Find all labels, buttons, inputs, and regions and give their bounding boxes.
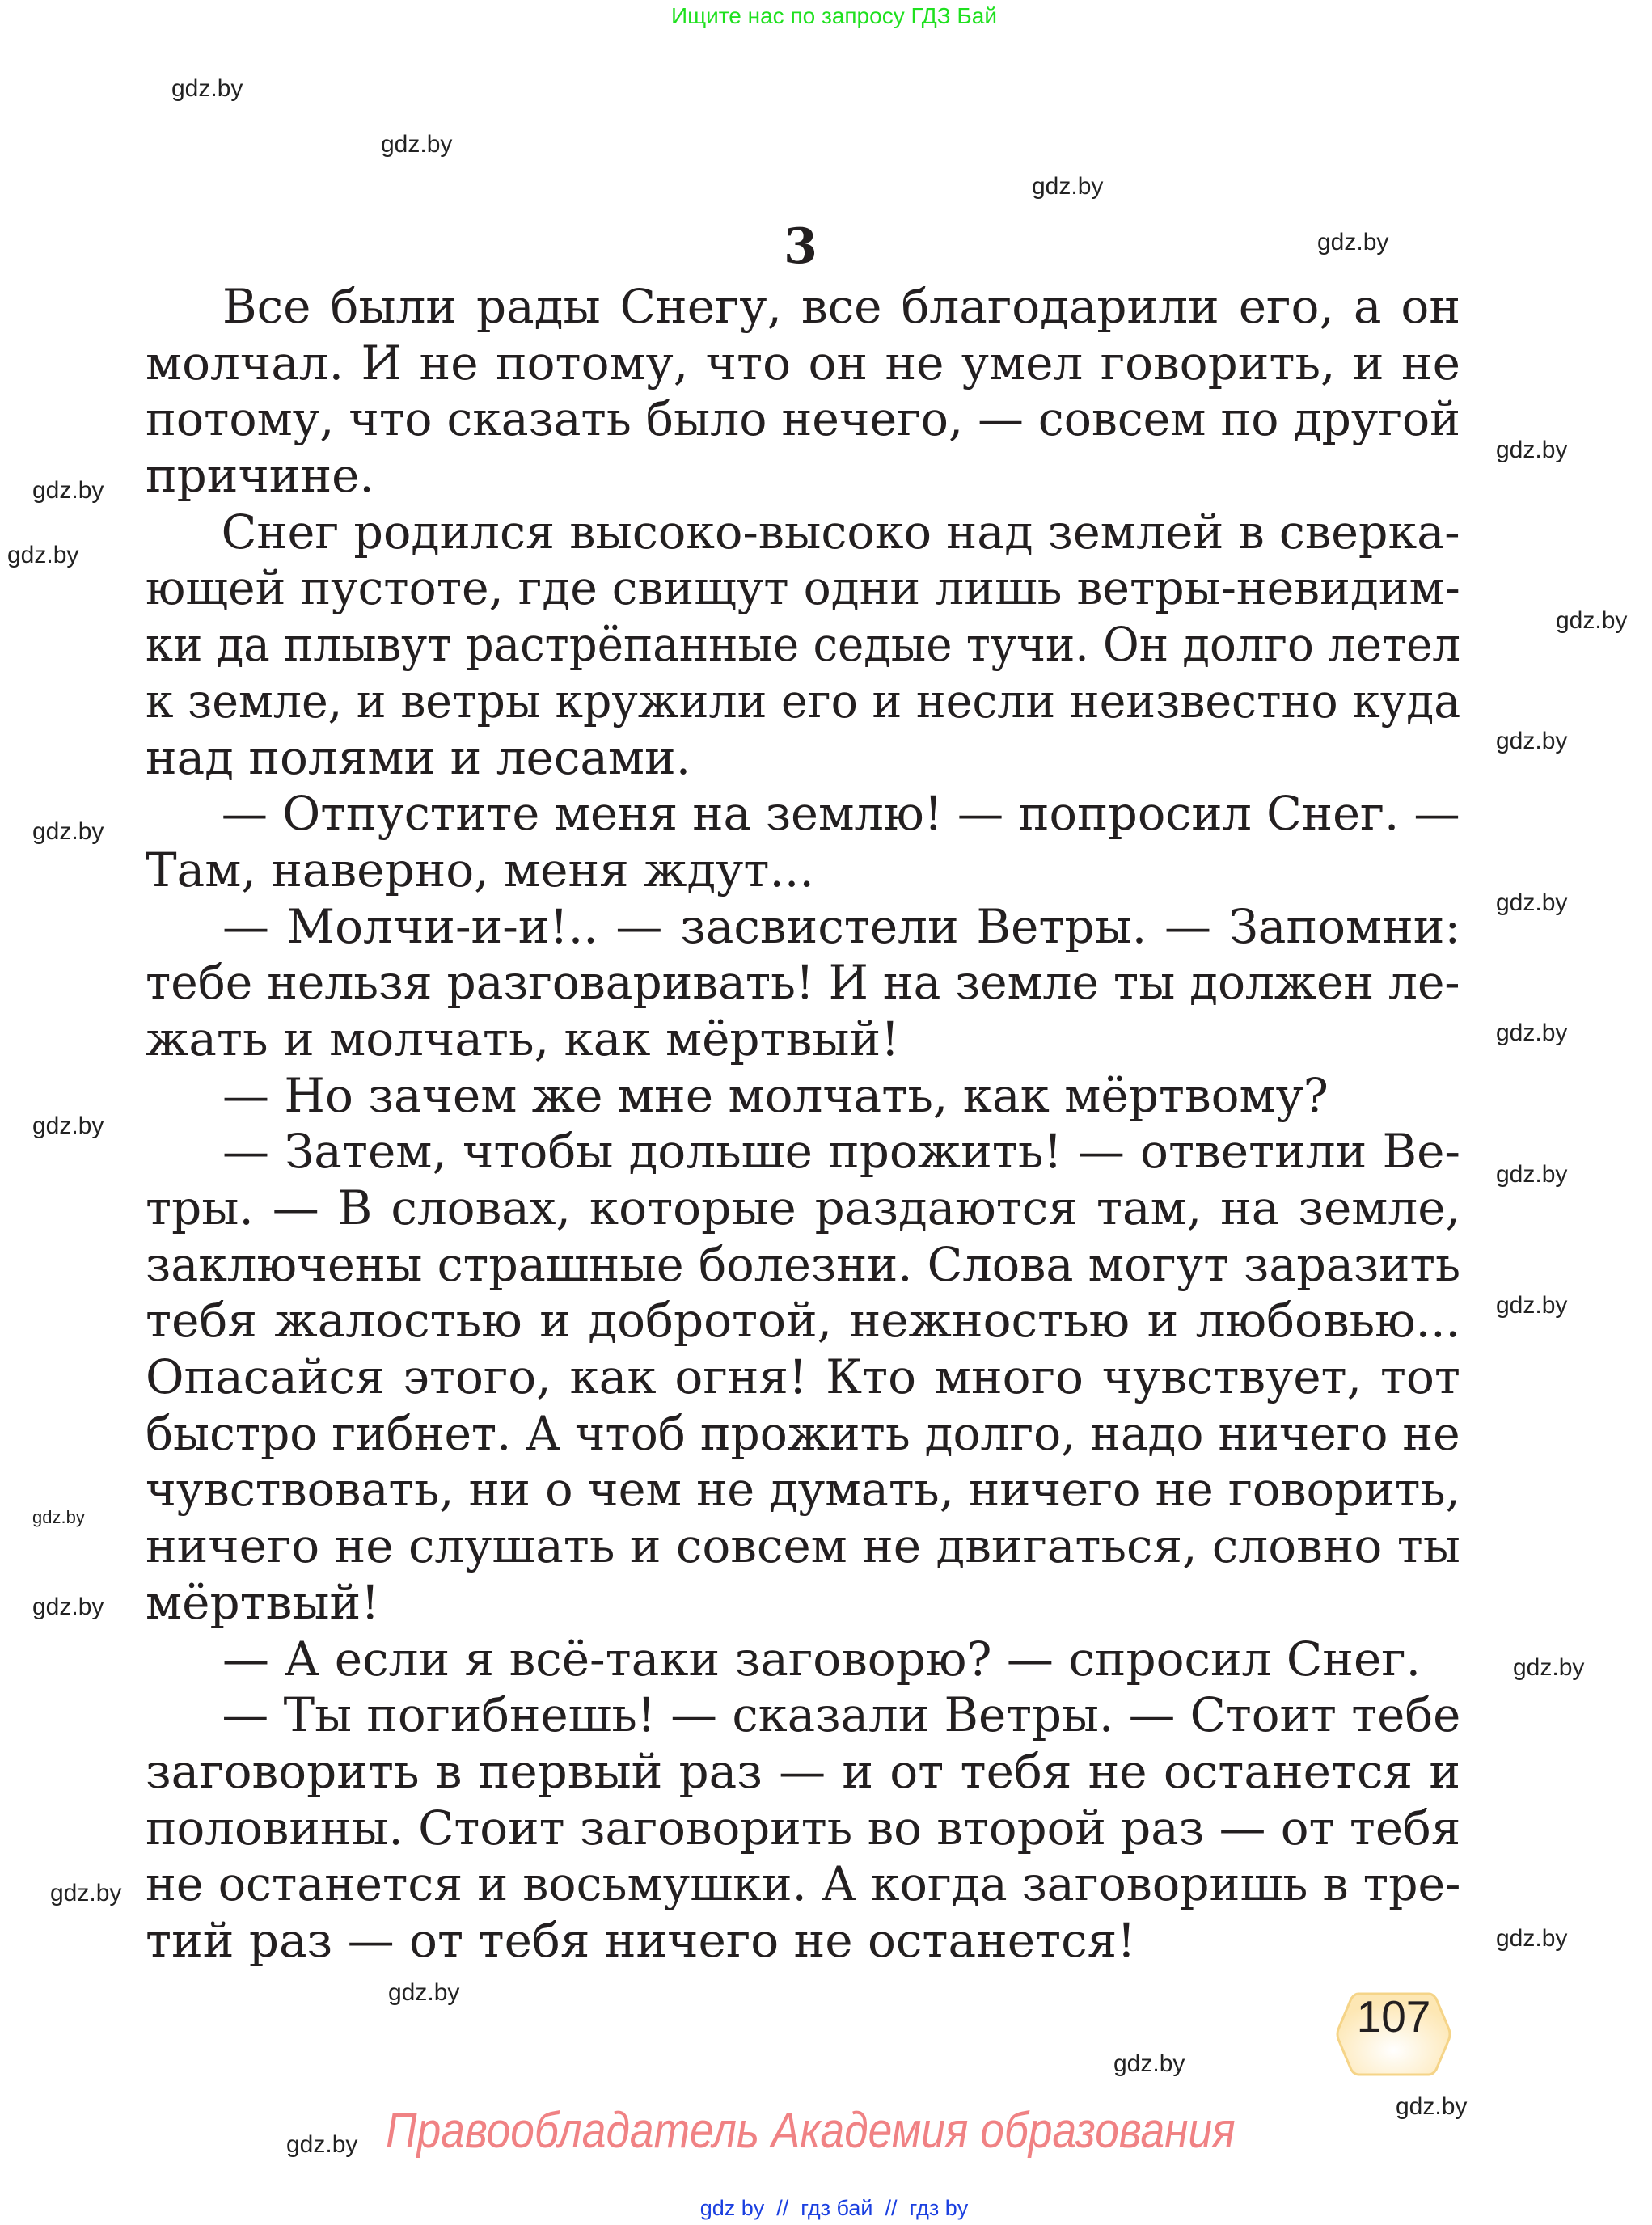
text-line: причине. bbox=[146, 448, 374, 504]
chapter-number: 3 bbox=[784, 218, 818, 275]
text-line: молчал. И не потому, что он не умел говорить, и не bbox=[146, 335, 1460, 391]
text-line: — Затем, чтобы дольше прожить! — ответили Ве- bbox=[222, 1124, 1460, 1180]
text-line: тебя жалостью и добротой, нежностью и любовью... bbox=[146, 1293, 1460, 1349]
watermark: gdz.by bbox=[32, 1507, 85, 1527]
page-number-badge bbox=[1336, 1991, 1451, 2078]
text-line: — Но зачем же мне молчать, как мёртвому? bbox=[222, 1067, 1329, 1123]
text-line: Все были рады Снегу, все благодарили его, а он bbox=[222, 279, 1460, 334]
text-line: над полями и лесами. bbox=[146, 729, 691, 785]
watermark: gdz.by bbox=[1496, 889, 1568, 916]
watermark: gdz.by bbox=[1496, 1292, 1568, 1319]
text-line: тий раз — от тебя ничего не останется! bbox=[146, 1912, 1136, 1968]
watermark: gdz.by bbox=[1317, 229, 1389, 255]
footer-links[interactable]: gdz by // гдз бай // гдз by bbox=[699, 2196, 969, 2220]
watermark: gdz.by bbox=[1496, 728, 1568, 754]
watermark: gdz.by bbox=[1496, 1020, 1568, 1046]
text-line: ничего не слушать и совсем не двигаться, словно ты bbox=[146, 1518, 1460, 1574]
watermark: gdz.by bbox=[1496, 1925, 1568, 1952]
text-line: половины. Стоит заговорить во второй раз — от тебя bbox=[146, 1800, 1461, 1856]
text-line: не останется и восьмушки. А когда заговоришь в тре- bbox=[146, 1856, 1461, 1912]
text-line: жать и молчать, как мёртвый! bbox=[146, 1011, 900, 1066]
text-line: быстро гибнет. А чтоб прожить долго, надо ничего не bbox=[146, 1405, 1460, 1461]
text-line: заключены страшные болезни. Слова могут заразить bbox=[146, 1236, 1461, 1292]
search-banner: Ищите нас по запросу ГДЗ Бай bbox=[670, 3, 998, 28]
watermark: gdz.by bbox=[1032, 173, 1104, 200]
text-line: Опасайся этого, как огня! Кто много чувствует, тот bbox=[146, 1349, 1460, 1405]
watermark: gdz.by bbox=[50, 1880, 122, 1906]
watermark: gdz.by bbox=[1556, 607, 1628, 634]
watermark: gdz.by bbox=[1496, 1161, 1568, 1188]
watermark: gdz.by bbox=[7, 542, 79, 568]
text-line: — А если я всё-таки заговорю? — спросил Снег. bbox=[222, 1631, 1422, 1687]
text-line: тры. — В словах, которые раздаются там, на земле, bbox=[146, 1180, 1460, 1235]
text-line: — Ты погибнешь! — сказали Ветры. — Стоит тебе bbox=[222, 1687, 1461, 1743]
text-line: заговорить в первый раз — и от тебя не останется и bbox=[146, 1743, 1460, 1799]
watermark: gdz.by bbox=[1113, 2050, 1185, 2077]
text-line: чувствовать, ни о чем не думать, ничего не говорить, bbox=[146, 1462, 1460, 1518]
watermark: gdz.by bbox=[381, 131, 453, 158]
watermark: gdz.by bbox=[286, 2131, 358, 2158]
text-line: Снег родился высоко-высоко над землей в сверка- bbox=[221, 504, 1460, 559]
watermark: gdz.by bbox=[32, 1112, 104, 1139]
text-line: к земле, и ветры кружили его и несли неизвестно куда bbox=[146, 673, 1461, 728]
watermark: gdz.by bbox=[171, 75, 243, 102]
watermark: gdz.by bbox=[32, 477, 104, 504]
watermark: gdz.by bbox=[1513, 1654, 1585, 1681]
watermark: gdz.by bbox=[388, 1979, 460, 2006]
watermark: gdz.by bbox=[1396, 2093, 1468, 2120]
text-line: потому, что сказать было нечего, — совсем по другой bbox=[146, 391, 1461, 447]
text-line: ки да плывут растрёпанные седые тучи. Он долго летел bbox=[146, 617, 1461, 673]
text-line: — Отпустите меня на землю! — попросил Снег. — bbox=[221, 786, 1460, 842]
text-line: ющей пустоте, где свищут одни лишь ветры-невидим- bbox=[146, 560, 1460, 616]
watermark: gdz.by bbox=[1496, 437, 1568, 463]
text-line: Там, наверно, меня ждут... bbox=[146, 842, 814, 897]
text-line: — Молчи-и-и!.. — засвистели Ветры. — Запомни: bbox=[222, 898, 1460, 954]
watermark: gdz.by bbox=[32, 818, 104, 845]
watermark: gdz.by bbox=[32, 1594, 104, 1620]
story-text bbox=[146, 279, 1460, 1970]
page-number: 107 bbox=[1356, 1991, 1431, 2041]
rights-holder-notice: Правообладатель Академия образования bbox=[386, 2103, 1236, 2159]
text-line: мёртвый! bbox=[146, 1574, 380, 1630]
text-line: тебе нельзя разговаривать! И на земле ты должен ле- bbox=[146, 955, 1460, 1011]
